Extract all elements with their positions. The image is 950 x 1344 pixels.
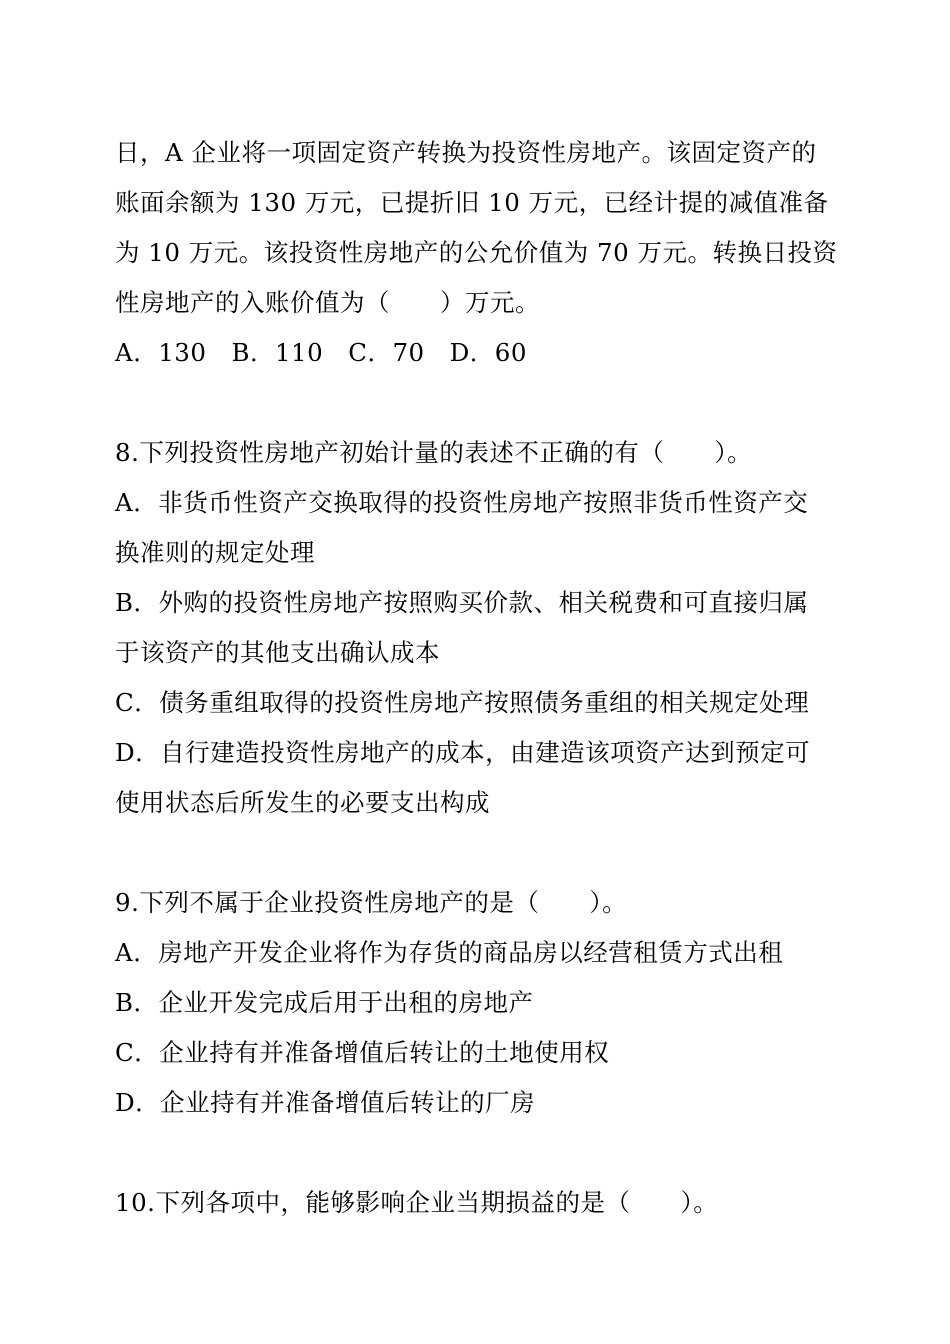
- question-9: [115, 878, 835, 1128]
- spacer: [115, 378, 835, 428]
- spacer: [115, 1128, 835, 1178]
- question-7-tail: [115, 128, 838, 378]
- question-8-stem: 8.下列投资性房地产初始计量的表述不正确的有（ ）。: [115, 438, 753, 467]
- question-9-option-line: C．企业持有并准备增值后转让的土地使用权: [115, 1038, 610, 1067]
- question-9-option-line: D．企业持有并准备增值后转让的厂房: [115, 1088, 536, 1117]
- question-9-option-line: B．企业开发完成后用于出租的房地产: [115, 988, 534, 1017]
- question-8-option-line: 换准则的规定处理: [115, 538, 315, 567]
- question-8-option-line: 于该资产的其他支出确认成本: [115, 638, 440, 667]
- question-8: [115, 428, 835, 828]
- question-8-option-line: D．自行建造投资性房地产的成本，由建造该项资产达到预定可: [115, 738, 811, 767]
- question-7-line-1: 日，A 企业将一项固定资产转换为投资性房地产。该固定资产的: [115, 138, 817, 167]
- question-8-option-line: A．非货币性资产交换取得的投资性房地产按照非货币性资产交: [115, 488, 809, 517]
- question-10: [115, 1178, 835, 1228]
- question-8-option-line: B．外购的投资性房地产按照购买价款、相关税费和可直接归属: [115, 588, 809, 617]
- question-8-option-line: 使用状态后所发生的必要支出构成: [115, 788, 490, 817]
- question-9-stem: 9.下列不属于企业投资性房地产的是（ ）。: [115, 888, 628, 917]
- question-7-options: A．130 B．110 C．70 D．60: [115, 338, 527, 367]
- question-7-line-2: 账面余额为 130 万元，已提折旧 10 万元，已经计提的减值准备: [115, 188, 829, 217]
- question-7-line-3: 为 10 万元。该投资性房地产的公允价值为 70 万元。转换日投资: [115, 238, 838, 267]
- document-page: [115, 128, 838, 1228]
- spacer: [115, 828, 835, 878]
- question-8-option-line: C．债务重组取得的投资性房地产按照债务重组的相关规定处理: [115, 688, 810, 717]
- question-7-line-4: 性房地产的入账价值为（ ）万元。: [115, 288, 540, 317]
- question-10-stem: 10.下列各项中，能够影响企业当期损益的是（ ）。: [115, 1188, 719, 1217]
- question-9-option-line: A．房地产开发企业将作为存货的商品房以经营租赁方式出租: [115, 938, 784, 967]
